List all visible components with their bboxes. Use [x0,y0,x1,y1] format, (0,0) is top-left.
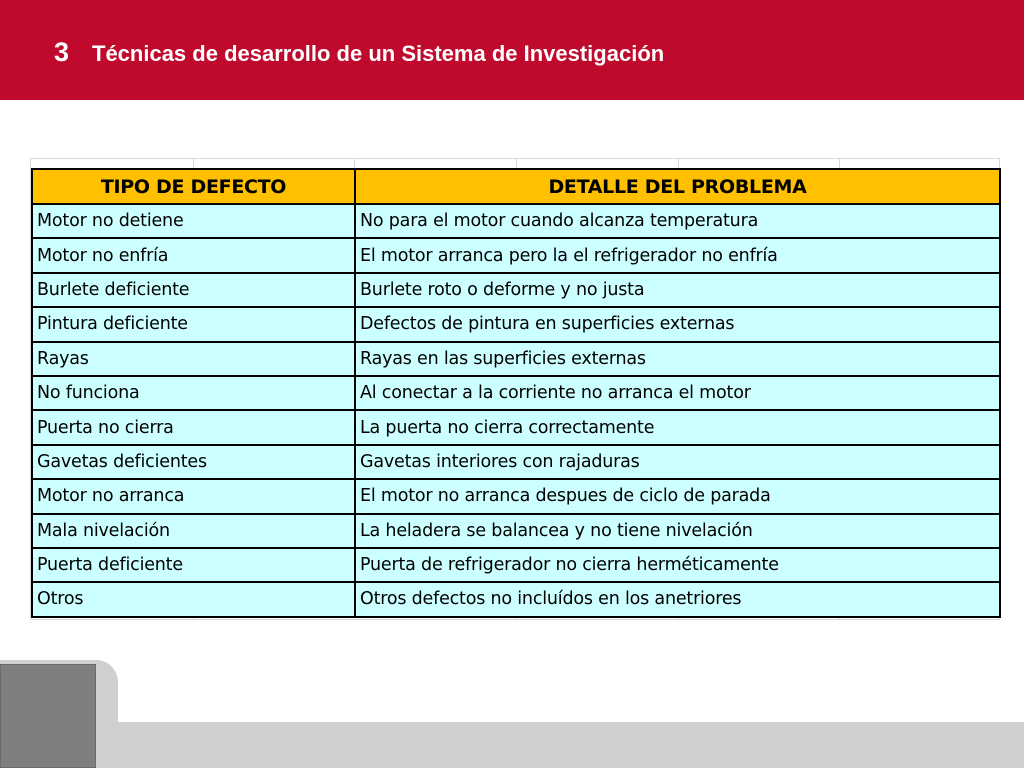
problem-detail-cell: Puerta de refrigerador no cierra herméticamente [355,548,1000,582]
table-row [32,204,1000,238]
problem-detail-cell: Defectos de pintura en superficies externas [355,307,1000,341]
problem-detail-cell: Burlete roto o deforme y no justa [355,273,1000,307]
gridline [30,158,1000,159]
problem-detail-cell: Gavetas interiores con rajaduras [355,445,1000,479]
slide-title: Técnicas de desarrollo de un Sistema de Investigación [92,41,665,66]
section-number: 3 [54,37,70,67]
table-row [32,479,1000,513]
footer-band [0,722,1024,768]
table-row [32,445,1000,479]
problem-detail-cell: No para el motor cuando alcanza temperatura [355,204,1000,238]
defect-type-cell: Rayas [32,342,355,376]
table-header-row [32,169,1000,204]
defect-type-cell: Otros [32,582,355,616]
problem-detail-cell: La heladera se balancea y no tiene nivelación [355,514,1000,548]
defect-type-cell: Gavetas deficientes [32,445,355,479]
table-row [32,342,1000,376]
defect-type-cell: Puerta no cierra [32,410,355,444]
defect-type-cell: Burlete deficiente [32,273,355,307]
column-header-defect-type: TIPO DE DEFECTO [32,169,355,204]
column-header-problem-detail: DETALLE DEL PROBLEMA [355,169,1000,204]
problem-detail-cell: Al conectar a la corriente no arranca el motor [355,376,1000,410]
header-bar [0,0,1024,100]
defect-type-cell: Motor no enfría [32,238,355,272]
table-row [32,582,1000,616]
table-row [32,376,1000,410]
table-row [32,514,1000,548]
defect-type-cell: Motor no arranca [32,479,355,513]
problem-detail-cell: La puerta no cierra correctamente [355,410,1000,444]
gridline [30,619,1000,620]
table-body [32,204,1000,617]
problem-detail-cell: Otros defectos no incluídos en los anetriores [355,582,1000,616]
defect-type-cell: Pintura deficiente [32,307,355,341]
defect-type-cell: Motor no detiene [32,204,355,238]
defect-type-cell: Mala nivelación [32,514,355,548]
problem-detail-cell: El motor arranca pero la el refrigerador no enfría [355,238,1000,272]
table-row [32,410,1000,444]
table-row [32,238,1000,272]
table-row [32,548,1000,582]
problem-detail-cell: Rayas en las superficies externas [355,342,1000,376]
table-row [32,273,1000,307]
defect-type-cell: Puerta deficiente [32,548,355,582]
defect-table [31,168,1001,618]
problem-detail-cell: El motor no arranca despues de ciclo de parada [355,479,1000,513]
footer-square [0,664,96,768]
defect-type-cell: No funciona [32,376,355,410]
table-row [32,307,1000,341]
